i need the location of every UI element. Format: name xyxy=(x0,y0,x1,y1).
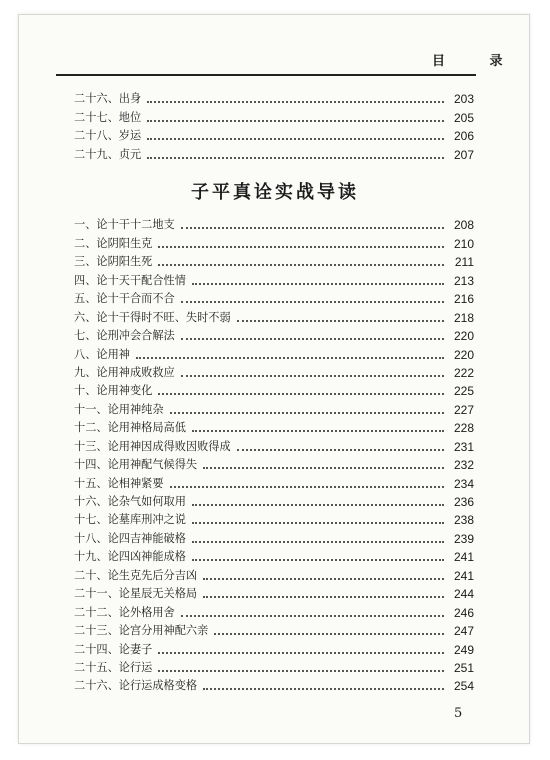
toc-entry-title: 论十天干配合性情 xyxy=(96,273,186,287)
toc-entry-number: 十九、 xyxy=(74,550,108,564)
toc-dot-leader xyxy=(192,522,444,524)
toc-entry-number: 十二、 xyxy=(74,421,108,435)
toc-entry-number: 二十七、 xyxy=(74,110,119,124)
toc-entry xyxy=(74,638,474,656)
toc-entry xyxy=(74,125,474,143)
toc-entry xyxy=(74,380,474,398)
toc-entry-page: 220 xyxy=(453,347,474,362)
toc-entry-title: 论阴阳生克 xyxy=(96,236,153,250)
toc-entry-title: 论十干十二地支 xyxy=(96,218,175,232)
toc-entry-title: 地位 xyxy=(118,110,142,124)
toc-entry-number: 十八、 xyxy=(74,531,108,545)
toc-entry-number: 二十一、 xyxy=(74,587,119,601)
toc-dot-leader xyxy=(181,227,444,229)
toc-entry-title: 论墓库刑冲之说 xyxy=(107,513,186,527)
toc-dot-leader xyxy=(203,596,444,598)
toc-dot-leader xyxy=(158,670,444,672)
toc-entry-title: 论星辰无关格局 xyxy=(118,587,198,601)
toc-entry-number: 八、 xyxy=(74,347,97,361)
toc-entry xyxy=(74,472,474,490)
page-number: 5 xyxy=(454,706,463,721)
toc-dot-leader xyxy=(214,633,444,635)
toc-entry xyxy=(74,546,474,564)
toc-entry-page: 207 xyxy=(453,147,474,162)
toc-entry-title: 贞元 xyxy=(118,147,142,161)
toc-entry-number: 十三、 xyxy=(74,439,108,453)
toc-entry xyxy=(74,251,474,269)
toc-entry xyxy=(74,106,474,124)
toc-entry-number: 二十三、 xyxy=(74,624,119,638)
toc-dot-leader xyxy=(158,264,444,266)
toc-entry-number: 二十五、 xyxy=(74,660,119,674)
toc-entry xyxy=(74,306,474,324)
toc-dot-leader xyxy=(181,338,444,340)
book-title: 子平真诠实战导读 xyxy=(191,182,359,203)
toc-entry-title: 论用神格局高低 xyxy=(107,421,186,435)
toc-entry-number: 一、 xyxy=(74,218,97,232)
toc-entry-title: 论妻子 xyxy=(118,642,153,656)
toc-entry-page: 241 xyxy=(453,550,474,565)
toc-dot-leader xyxy=(170,486,444,488)
toc-entry-page: 232 xyxy=(453,458,474,473)
toc-entry-title: 论用神成败救应 xyxy=(96,365,175,379)
toc-entry-number: 十四、 xyxy=(74,458,108,472)
toc-entry-page: 208 xyxy=(453,218,474,233)
toc-entry-number: 十六、 xyxy=(74,495,108,508)
toc-entry xyxy=(74,454,474,472)
toc-entry-page: 251 xyxy=(453,660,474,675)
toc-entry xyxy=(74,232,474,250)
toc-dot-leader xyxy=(147,101,444,103)
toc-entry-page: 210 xyxy=(453,236,474,251)
toc-dot-leader xyxy=(237,320,444,322)
toc-entry-number: 二十六、 xyxy=(74,679,119,693)
running-head: 目 录 xyxy=(432,54,523,69)
toc-entry-number: 十、 xyxy=(74,384,97,398)
toc-entry xyxy=(74,417,474,435)
toc-dot-leader xyxy=(170,412,444,414)
toc-entry-page: 238 xyxy=(453,513,474,528)
toc-entry-page: 222 xyxy=(453,365,474,380)
toc-dot-leader xyxy=(158,652,444,654)
toc-list-previous xyxy=(74,88,474,162)
toc-dot-leader xyxy=(237,449,444,451)
toc-entry-page: 227 xyxy=(453,402,474,417)
toc-entry-title: 论外格用舍 xyxy=(118,605,175,619)
toc-entry xyxy=(74,675,474,693)
toc-entry-title: 出身 xyxy=(118,92,142,106)
toc-dot-leader xyxy=(192,430,444,432)
toc-entry-number: 二十六、 xyxy=(74,92,119,106)
toc-entry-title: 论用神 xyxy=(96,347,130,361)
toc-entry-page: 203 xyxy=(453,92,474,107)
toc-entry-number: 十七、 xyxy=(74,513,108,527)
toc-entry-title: 论用神纯杂 xyxy=(107,402,164,416)
toc-dot-leader xyxy=(181,615,444,617)
toc-dot-leader xyxy=(181,375,444,377)
toc-entry-number: 二十八、 xyxy=(74,129,119,143)
toc-dot-leader xyxy=(203,578,444,580)
toc-entry-number: 六、 xyxy=(74,310,97,324)
toc-entry-title: 论阴阳生死 xyxy=(96,255,153,269)
toc-entry xyxy=(74,435,474,453)
toc-entry-page: 225 xyxy=(453,384,474,399)
toc-entry-page: 246 xyxy=(453,605,474,620)
toc-dot-leader xyxy=(147,157,444,159)
toc-dot-leader xyxy=(147,120,444,122)
toc-entry-number: 二十二、 xyxy=(74,605,119,619)
toc-entry-page: 254 xyxy=(453,679,474,694)
toc-entry xyxy=(74,527,474,545)
toc-entry-page: 228 xyxy=(453,421,474,436)
toc-entry xyxy=(74,601,474,619)
toc-entry xyxy=(74,583,474,601)
toc-entry-page: 206 xyxy=(453,129,474,144)
toc-entry-title: 岁运 xyxy=(118,129,142,143)
toc-entry xyxy=(74,288,474,306)
toc-entry-title: 论用神因成得败因败得成 xyxy=(107,439,231,453)
toc-dot-leader xyxy=(192,559,444,561)
toc-entry-title: 论行运成格变格 xyxy=(118,679,198,693)
toc-entry-page: 236 xyxy=(453,495,474,509)
toc-entry xyxy=(74,214,474,232)
header-rule xyxy=(56,74,476,76)
toc-dot-leader xyxy=(192,283,444,285)
toc-entry-page: 213 xyxy=(453,273,474,288)
toc-entry-number: 三、 xyxy=(74,255,97,269)
toc-entry-title: 论刑冲会合解法 xyxy=(96,329,175,343)
toc-entry xyxy=(74,398,474,416)
toc-entry-title: 论四凶神能成格 xyxy=(107,550,186,564)
toc-entry-title: 论十干得时不旺、失时不弱 xyxy=(96,310,231,324)
toc-dot-leader xyxy=(192,541,444,543)
toc-entry xyxy=(74,362,474,380)
toc-entry-title: 论用神变化 xyxy=(96,384,153,398)
toc-entry xyxy=(74,491,474,509)
toc-entry xyxy=(74,88,474,106)
toc-entry-title: 论四吉神能破格 xyxy=(107,531,186,545)
toc-entry-title: 论相神紧要 xyxy=(107,476,164,490)
toc-entry xyxy=(74,143,474,161)
toc-entry-number: 十五、 xyxy=(74,476,108,490)
toc-entry-title: 论十干合而不合 xyxy=(96,292,175,306)
toc-entry-number: 七、 xyxy=(74,329,97,343)
toc-entry xyxy=(74,657,474,675)
toc-entry-title: 论杂气如何取用 xyxy=(107,495,186,508)
toc-dot-leader xyxy=(192,504,444,506)
toc-entry xyxy=(74,620,474,638)
toc-entry-number: 五、 xyxy=(74,292,97,306)
toc-entry-number: 二十、 xyxy=(74,568,108,582)
toc-list-main xyxy=(74,214,474,693)
toc-entry-page: 216 xyxy=(453,292,474,307)
toc-entry-number: 十一、 xyxy=(74,402,108,416)
toc-entry-page: 211 xyxy=(454,255,474,270)
toc-entry xyxy=(74,269,474,287)
toc-entry xyxy=(74,564,474,582)
toc-dot-leader xyxy=(136,357,444,359)
toc-entry-number: 九、 xyxy=(74,365,97,379)
toc-dot-leader xyxy=(147,138,444,140)
toc-entry xyxy=(74,325,474,343)
toc-entry-page: 244 xyxy=(453,587,474,602)
toc-entry xyxy=(74,343,474,361)
toc-entry-title: 论生克先后分吉凶 xyxy=(107,568,198,582)
toc-entry-page: 220 xyxy=(453,329,474,344)
toc-entry-page: 218 xyxy=(453,310,474,325)
toc-dot-leader xyxy=(203,688,444,690)
toc-entry-title: 论行运 xyxy=(118,660,153,674)
toc-entry-page: 249 xyxy=(453,642,474,657)
toc-dot-leader xyxy=(203,467,444,469)
toc-entry-page: 231 xyxy=(453,439,474,454)
toc-entry-number: 二十九、 xyxy=(74,147,119,161)
toc-entry-number: 四、 xyxy=(74,273,97,287)
toc-entry-number: 二、 xyxy=(74,236,97,250)
toc-entry-page: 241 xyxy=(453,568,474,583)
toc-entry-page: 239 xyxy=(453,531,474,546)
toc-entry-number: 二十四、 xyxy=(74,642,119,656)
toc-dot-leader xyxy=(181,301,444,303)
toc-entry-page: 247 xyxy=(453,624,474,639)
toc-entry-page: 234 xyxy=(453,476,474,491)
toc-dot-leader xyxy=(158,246,444,248)
toc-entry xyxy=(74,509,474,527)
toc-entry-title: 论用神配气候得失 xyxy=(107,458,198,472)
toc-dot-leader xyxy=(158,393,444,395)
toc-entry-page: 205 xyxy=(453,110,474,125)
toc-entry-title: 论宫分用神配六亲 xyxy=(118,624,209,638)
